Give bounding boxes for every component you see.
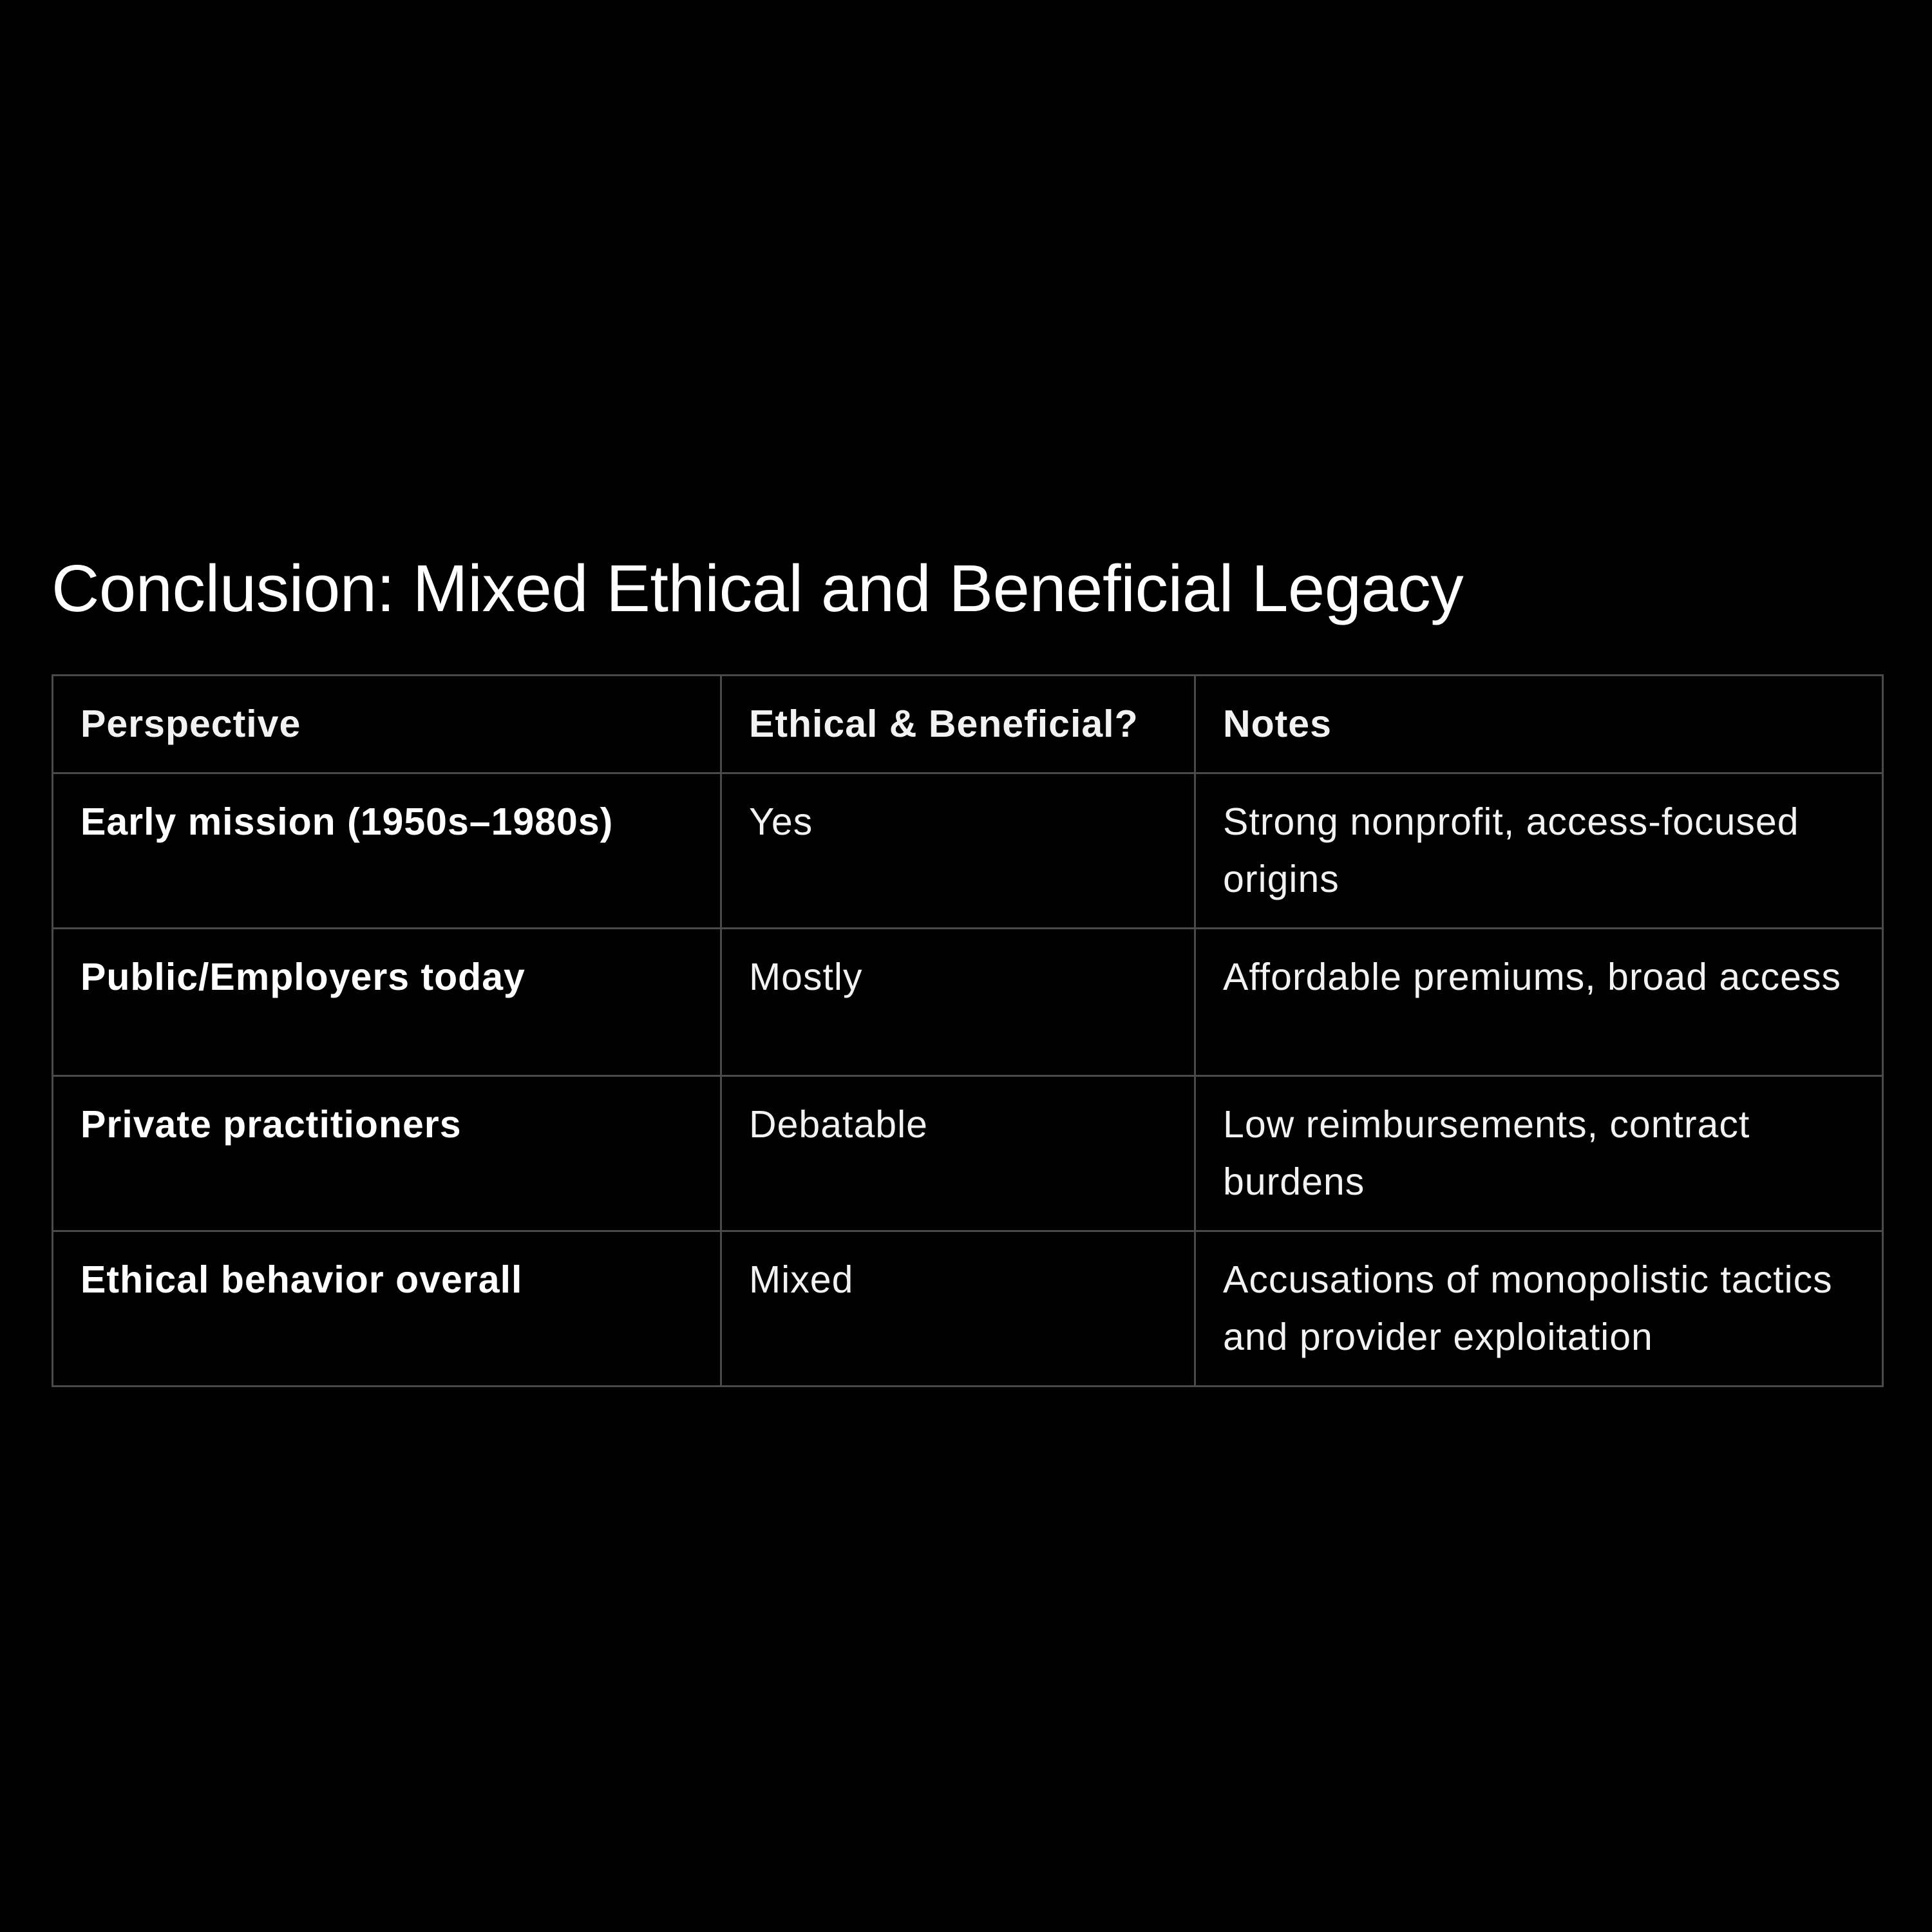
page-title: Conclusion: Mixed Ethical and Beneficial Legacy: [52, 551, 1464, 625]
perspective-cell: Ethical behavior overall: [53, 1231, 721, 1387]
table-row: [53, 773, 1883, 929]
notes-cell: Affordable premiums, broad access: [1195, 929, 1883, 1076]
perspective-cell: Private practitioners: [53, 1076, 721, 1231]
notes-cell: Accusations of monopolistic tactics and provider exploitation: [1195, 1231, 1883, 1387]
table-row: [53, 1231, 1883, 1387]
verdict-cell: Yes: [721, 773, 1195, 929]
verdict-cell: Mostly: [721, 929, 1195, 1076]
column-header-perspective: Perspective: [53, 676, 721, 773]
notes-cell: Strong nonprofit, access-focused origins: [1195, 773, 1883, 929]
table-row: [53, 1076, 1883, 1231]
conclusion-table: [52, 674, 1884, 1387]
column-header-ethical-beneficial: Ethical & Beneficial?: [721, 676, 1195, 773]
verdict-cell: Debatable: [721, 1076, 1195, 1231]
notes-cell: Low reimbursements, contract burdens: [1195, 1076, 1883, 1231]
table-row: [53, 929, 1883, 1076]
perspective-cell: Early mission (1950s–1980s): [53, 773, 721, 929]
table-header-row: [53, 676, 1883, 773]
verdict-cell: Mixed: [721, 1231, 1195, 1387]
column-header-notes: Notes: [1195, 676, 1883, 773]
perspective-cell: Public/Employers today: [53, 929, 721, 1076]
